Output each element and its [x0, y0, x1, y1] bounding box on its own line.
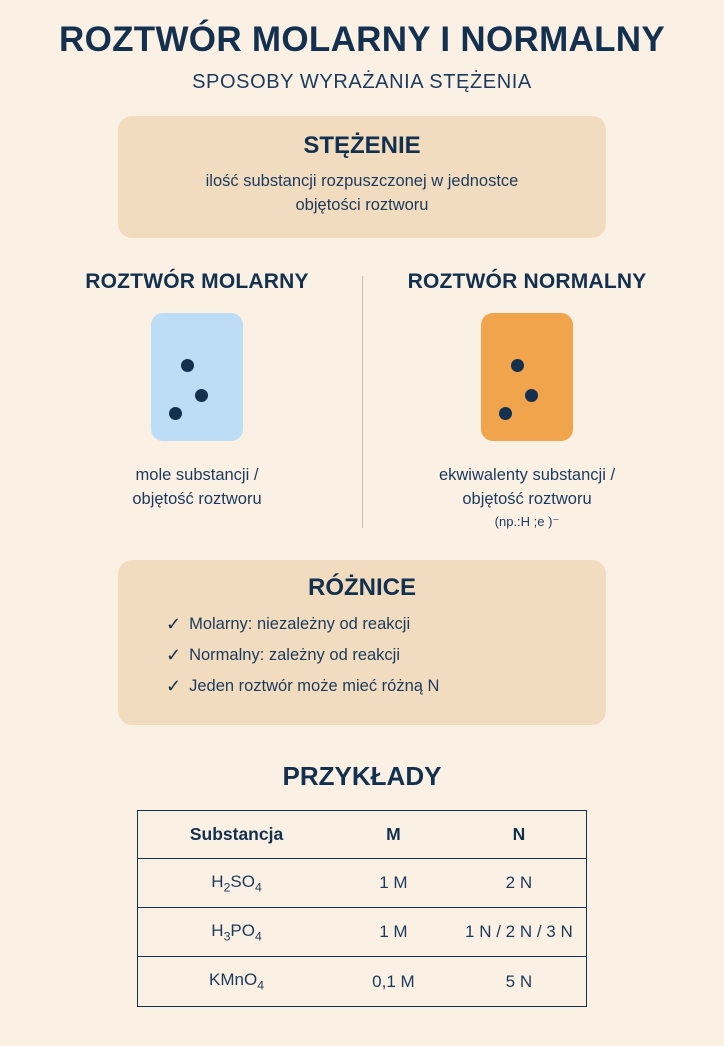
differences-item-label: Jeden roztwór może mieć różną N	[189, 676, 440, 695]
normal-beaker-wrap	[370, 312, 684, 442]
normal-caption-line-1: ekwiwalenty substancji /	[438, 465, 616, 484]
table-header-row	[138, 810, 587, 858]
solute-dot	[169, 407, 182, 420]
definition-line-2: objętości roztworu	[295, 195, 429, 214]
differences-item	[166, 643, 580, 668]
cell-n: 5 N	[452, 957, 587, 1006]
table-header-m: M	[335, 810, 452, 858]
solute-dot	[195, 389, 208, 402]
normal-caption	[370, 464, 684, 533]
molar-heading: ROZTWÓR MOLARNY	[85, 269, 309, 293]
solute-dot	[181, 359, 194, 372]
cell-m: 0,1 M	[335, 957, 452, 1006]
molar-caption	[40, 464, 354, 512]
page-subtitle: SPOSOBY WYRAŻANIA STĘŻENIA	[192, 70, 532, 93]
cell-n: 2 N	[452, 858, 587, 907]
molar-beaker-wrap	[40, 312, 354, 442]
table-row	[138, 858, 587, 907]
check-icon: ✓	[166, 645, 182, 666]
table-row	[138, 907, 587, 956]
solute-dot	[511, 359, 524, 372]
differences-item	[166, 612, 580, 637]
column-divider	[362, 276, 363, 528]
differences-card	[118, 560, 606, 724]
check-icon: ✓	[166, 614, 182, 635]
cell-substance: $H_2SO_4$	[138, 858, 336, 907]
normal-beaker-icon	[481, 313, 573, 441]
examples-table	[137, 810, 587, 1007]
infographic-page	[0, 22, 724, 1046]
examples-title: PRZYKŁADY	[282, 760, 442, 791]
table-row	[138, 957, 587, 1006]
molar-caption-line-1: mole substancji /	[135, 465, 259, 484]
differences-item	[166, 674, 580, 699]
differences-title: RÓŻNICE	[308, 574, 416, 602]
normal-heading: ROZTWÓR NORMALNY	[407, 269, 647, 293]
differences-item-label: Molarny: niezależny od reakcji	[189, 615, 411, 634]
column-normal	[362, 270, 692, 533]
cell-substance: $H_3PO_4$	[138, 907, 336, 956]
column-molar	[32, 270, 362, 533]
molar-beaker-icon	[151, 313, 243, 441]
solute-dot	[499, 407, 512, 420]
differences-item-label: Normalny: zależny od reakcji	[189, 646, 401, 665]
definition-title: STĘŻENIE	[303, 131, 421, 159]
solute-dot	[525, 389, 538, 402]
normal-caption-note: (np.:H ;e )⁻	[494, 514, 560, 530]
table-header-substance: Substancja	[138, 810, 336, 858]
table-header-n: N	[452, 810, 587, 858]
definition-text	[138, 170, 586, 218]
cell-substance: KMnO$_4$	[138, 957, 336, 1006]
comparison-section	[32, 270, 692, 533]
definition-line-1: ilość substancji rozpuszczonej w jednostce	[205, 171, 519, 190]
normal-caption-line-2: objętość roztworu	[462, 489, 592, 508]
molar-caption-line-2: objętość roztworu	[132, 489, 262, 508]
cell-m: 1 M	[335, 858, 452, 907]
cell-n: 1 N / 2 N / 3 N	[452, 907, 587, 956]
cell-m: 1 M	[335, 907, 452, 956]
page-title: ROZTWÓR MOLARNY I NORMALNY	[59, 20, 665, 59]
check-icon: ✓	[166, 675, 182, 696]
definition-card	[118, 116, 606, 238]
